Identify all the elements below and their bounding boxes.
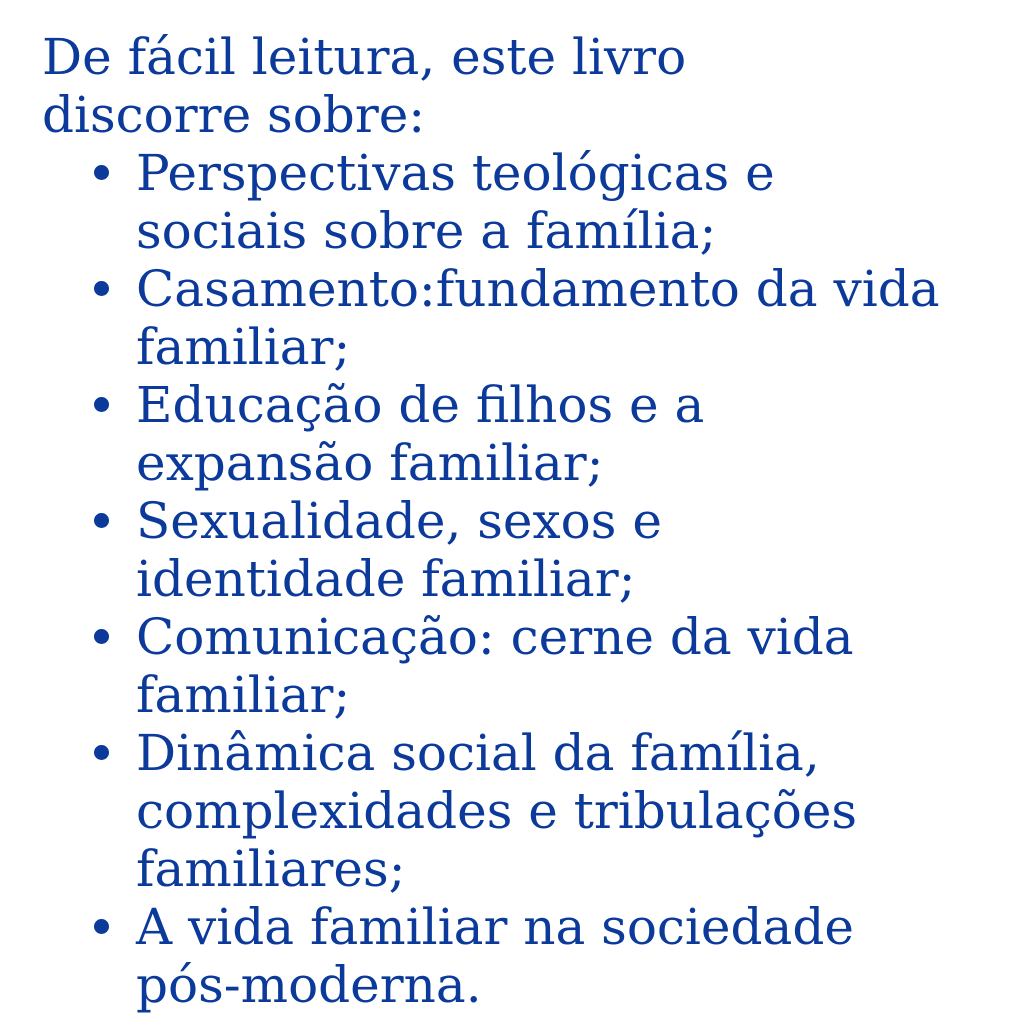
list-item [136, 608, 946, 724]
bullet-icon [94, 745, 109, 760]
list-item [136, 492, 946, 608]
list-item-text: Sexualidade, sexos e identidade familiar; [136, 492, 662, 608]
list-item [136, 724, 946, 898]
list-item-text: Dinâmica social da família, complexidades e tribulações familiares; [136, 724, 858, 898]
intro-paragraph: De fácil leitura, este livro discorre sobre: [42, 28, 687, 144]
list-item-text: Educação de filhos e a expansão familiar; [136, 376, 705, 492]
list-item-text: Comunicação: cerne da vida familiar; [136, 608, 854, 724]
bullet-icon [94, 165, 109, 180]
bullet-icon [94, 919, 109, 934]
bullet-icon [94, 629, 109, 644]
list-item [136, 144, 946, 260]
list-item-text: Casamento:fundamento da vida familiar; [136, 260, 940, 376]
list-item [136, 260, 946, 376]
list-item-text: Perspectivas teológicas e sociais sobre a família; [136, 144, 775, 260]
list-item [136, 898, 946, 1014]
bullet-icon [94, 397, 109, 412]
list-item-text: A vida familiar na sociedade pós-moderna. [136, 898, 854, 1014]
topic-list [42, 144, 984, 1014]
bullet-icon [94, 281, 109, 296]
list-item [136, 376, 946, 492]
bullet-icon [94, 513, 109, 528]
